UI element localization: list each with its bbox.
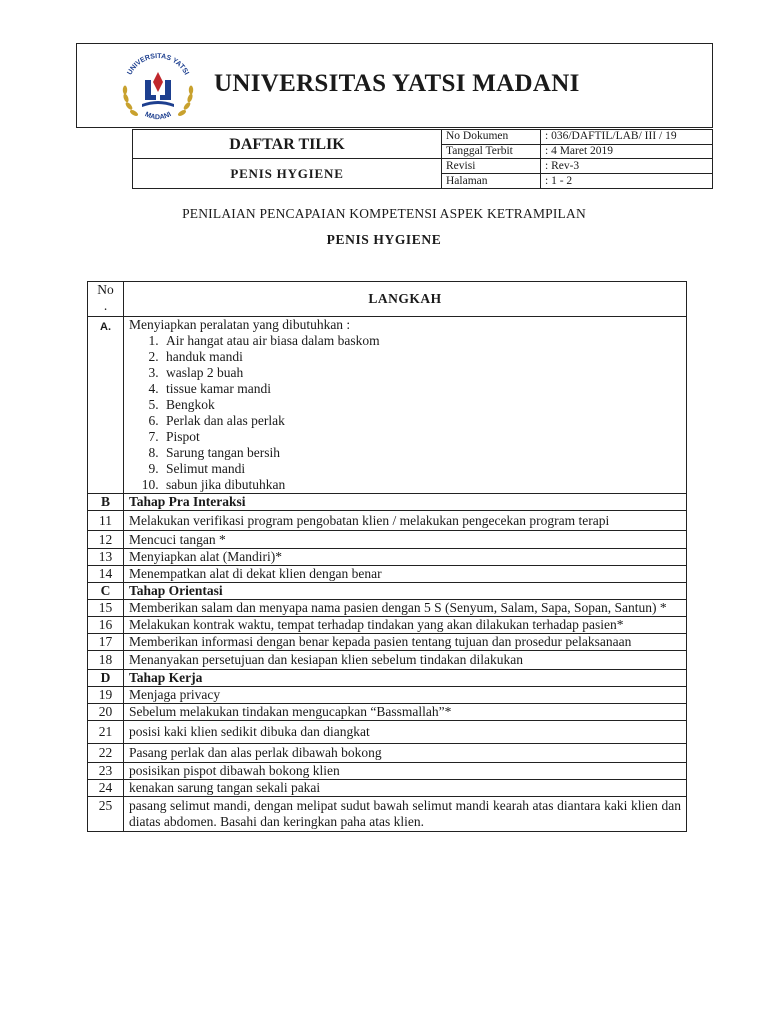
step-number: B — [88, 494, 124, 511]
step-text: Sebelum melakukan tindakan mengucapkan “Bassmallah”* — [124, 704, 687, 721]
step-text: Memberikan salam dan menyapa nama pasien dengan 5 S (Senyum, Salam, Sapa, Sopan, Santun) * — [124, 600, 687, 617]
assessment-title: PENILAIAN PENCAPAIAN KOMPETENSI ASPEK KETRAMPILAN — [182, 206, 586, 221]
step-text: Melakukan verifikasi program pengobatan klien / melakukan pengecekan program terapi — [124, 511, 687, 531]
step-number: 12 — [88, 531, 124, 549]
step-number: 14 — [88, 566, 124, 583]
university-name: UNIVERSITAS YATSI MADANI — [214, 70, 580, 97]
list-item: 9. Selimut mandi — [162, 461, 681, 477]
step-text: posisi kaki klien sedikit dibuka dan diangkat — [124, 721, 687, 744]
section-row — [88, 670, 687, 687]
meta-value: : Rev-3 — [541, 159, 713, 174]
table-row — [88, 549, 687, 566]
section-row — [88, 494, 687, 511]
table-row — [88, 600, 687, 617]
section-row — [88, 583, 687, 600]
step-number: 22 — [88, 744, 124, 763]
meta-label: Tanggal Terbit — [442, 144, 541, 159]
list-item: 3. waslap 2 buah — [162, 365, 681, 381]
checklist-table — [87, 281, 687, 832]
step-text: pasang selimut mandi, dengan melipat sudut bawah selimut mandi kearah atas diantara kaki klien dan diatas abdomen. Basahi dan keringkan paha atas klien. — [124, 797, 687, 832]
step-number: 18 — [88, 651, 124, 670]
list-item: 8. Sarung tangan bersih — [162, 445, 681, 461]
step-number: C — [88, 583, 124, 600]
step-number: 16 — [88, 617, 124, 634]
table-row — [88, 651, 687, 670]
step-text: Menempatkan alat di dekat klien dengan benar — [124, 566, 687, 583]
section-title: Tahap Kerja — [124, 670, 687, 687]
section-a-intro: Menyiapkan peralatan yang dibutuhkan : — [129, 317, 351, 332]
table-row — [88, 566, 687, 583]
step-text: Menyiapkan alat (Mandiri)* — [124, 549, 687, 566]
table-row — [88, 797, 687, 832]
step-number: 19 — [88, 687, 124, 704]
meta-label: Revisi — [442, 159, 541, 174]
list-item: 6. Perlak dan alas perlak — [162, 413, 681, 429]
section-a-row — [88, 317, 687, 494]
meta-value: : 4 Maret 2019 — [541, 144, 713, 159]
step-text: Menjaga privacy — [124, 687, 687, 704]
meta-label: No Dokumen — [442, 130, 541, 145]
step-text: Mencuci tangan * — [124, 531, 687, 549]
table-row — [88, 634, 687, 651]
step-number: 23 — [88, 763, 124, 780]
table-row — [88, 617, 687, 634]
step-text: posisikan pispot dibawah bokong klien — [124, 763, 687, 780]
list-item: 4. tissue kamar mandi — [162, 381, 681, 397]
section-a-no: A. — [88, 317, 124, 494]
doc-subject: PENIS HYGIENE — [133, 159, 442, 189]
document-meta-table — [132, 129, 713, 189]
meta-label: Halaman — [442, 174, 541, 189]
table-row — [88, 511, 687, 531]
svg-text:UNIVERSITAS YATSI: UNIVERSITAS YATSI — [126, 52, 190, 77]
table-row — [88, 744, 687, 763]
step-text: Memberikan informasi dengan benar kepada pasien tentang tujuan dan prosedur pelaksanaan — [124, 634, 687, 651]
step-number: 13 — [88, 549, 124, 566]
list-item: 10. sabun jika dibutuhkan — [162, 477, 681, 493]
equipment-list — [129, 333, 681, 493]
section-title: Tahap Pra Interaksi — [124, 494, 687, 511]
table-header-row — [88, 282, 687, 317]
doc-type: DAFTAR TILIK — [133, 130, 442, 159]
list-item: 1. Air hangat atau air biasa dalam baskom — [162, 333, 681, 349]
step-text: Melakukan kontrak waktu, tempat terhadap tindakan yang akan dilakukan terhadap pasien* — [124, 617, 687, 634]
svg-text:MADANI: MADANI — [143, 111, 173, 122]
step-number: 21 — [88, 721, 124, 744]
step-number: 11 — [88, 511, 124, 531]
table-row — [88, 763, 687, 780]
column-header-no: No . — [88, 282, 124, 317]
university-logo — [118, 48, 198, 128]
assessment-subtitle: PENIS HYGIENE — [326, 232, 442, 247]
section-a-content — [124, 317, 687, 494]
table-row — [88, 531, 687, 549]
meta-value: : 036/DAFTIL/LAB/ III / 19 — [541, 130, 713, 145]
step-number: 24 — [88, 780, 124, 797]
meta-value: : 1 - 2 — [541, 174, 713, 189]
step-text: Pasang perlak dan alas perlak dibawah bokong — [124, 744, 687, 763]
list-item: 7. Pispot — [162, 429, 681, 445]
step-number: D — [88, 670, 124, 687]
step-number: 20 — [88, 704, 124, 721]
step-text: kenakan sarung tangan sekali pakai — [124, 780, 687, 797]
list-item: 5. Bengkok — [162, 397, 681, 413]
table-row — [88, 687, 687, 704]
checklist-rows — [88, 494, 687, 832]
step-number: 25 — [88, 797, 124, 832]
table-row — [88, 780, 687, 797]
step-number: 17 — [88, 634, 124, 651]
table-row — [88, 721, 687, 744]
step-text: Menanyakan persetujuan dan kesiapan klien sebelum tindakan dilakukan — [124, 651, 687, 670]
table-row — [88, 704, 687, 721]
section-title: Tahap Orientasi — [124, 583, 687, 600]
list-item: 2. handuk mandi — [162, 349, 681, 365]
column-header-langkah: LANGKAH — [124, 282, 687, 317]
step-number: 15 — [88, 600, 124, 617]
